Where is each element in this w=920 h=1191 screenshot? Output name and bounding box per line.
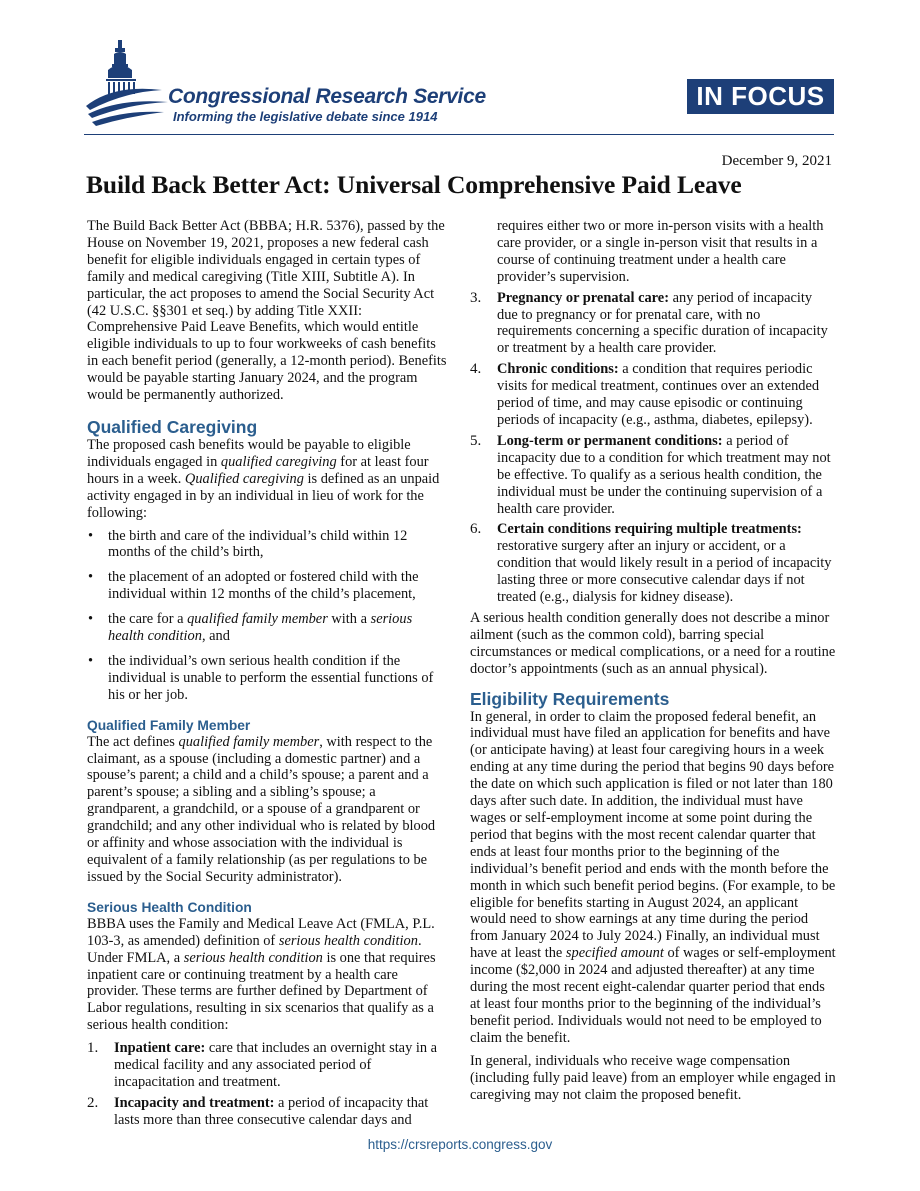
emphasis-term: qualified family member [178, 733, 320, 750]
text-run: , and [201, 628, 230, 645]
bullet-icon: • [88, 569, 94, 586]
item-text: care that includes an overnight stay in a medical facility and any associated period of incapacitation and treatment. [114, 1040, 438, 1090]
item2-continuation: requires either two or more in-person visits with a health care provider, or a single in-person visit that results in a course of continuing treatment under a health care provider’s supervision. [497, 218, 824, 285]
bullet-icon: • [88, 611, 94, 628]
text-run: The proposed cash benefits would be payable to eligible individuals engaged in [87, 436, 411, 470]
item-label: Incapacity and treatment: [114, 1094, 275, 1111]
serious-condition-paragraph [87, 916, 449, 1034]
list-item [87, 528, 449, 562]
text-run: the care for a [108, 611, 184, 628]
heading-qualified-caregiving: Qualified Caregiving [87, 416, 258, 437]
list-item-text: the individual’s own serious health condition if the individual is unable to perform the essential functions of his or her job. [108, 652, 434, 703]
intro-paragraph: The Build Back Better Act (BBBA; H.R. 5376), passed by the House on November 19, 2021, proposes a new federal cash benefit for eligible individuals engaged in certain types of family and medical caregiving (Title XIII, Subtitle A). In particular, the act proposes to amend the Social Security Act (42 U.S.C. §§301 et seq.) by adding Title XXII: Comprehensive Paid Leave Benefits, which would entitle eligible individuals to up to four workweeks of cash benefits in each benefit period (generally, a 12-month period). Benefits would be payable starting January 2024, and the program would be permanently authorized. [87, 218, 447, 404]
list-item [87, 569, 449, 603]
item-label: Long-term or permanent conditions: [497, 432, 723, 449]
emphasis-term: Qualified caregiving [184, 470, 304, 487]
caregiving-paragraph [87, 437, 449, 522]
list-number: 6. [470, 521, 482, 538]
item-text: a period of incapacity due to a condition for which treatment may not be effective. To qualify as a serious health condition, the individual must be under the continuing supervision of a health care provider. [497, 432, 831, 517]
text-run: BBBA uses the Family and Medical Leave Act (FMLA, P.L. 103-3, as amended) definition of [87, 915, 435, 949]
in-focus-badge: IN FOCUS [687, 79, 834, 114]
list-item [470, 433, 836, 518]
emphasis-term: specified amount [565, 945, 664, 962]
text-run: . Under FMLA, a [87, 932, 422, 966]
family-member-paragraph [87, 734, 449, 886]
wage-compensation-paragraph: In general, individuals who receive wage compensation (including fully paid leave) from an employer while engaged in caregiving may not claim the proposed benefit. [470, 1052, 836, 1103]
org-name: Congressional Research Service [168, 85, 486, 108]
item-text: restorative surgery after an injury or accident, or a condition that would likely result in a period of incapacity lasting three or more consecutive calendar days if not treated (e.g., dialysis for kidney disease). [497, 538, 832, 606]
item-text: a condition that requires periodic visits for medical treatment, continues over an extended period of time, and may cause episodic or continuing periods of incapacity (e.g., asthma, diabetes, epilepsy). [497, 361, 820, 428]
list-item-text: the birth and care of the individual’s child within 12 months of the child’s birth, [108, 527, 408, 561]
list-item [470, 521, 836, 606]
item-text: a period of incapacity that lasts more than three consecutive calendar days and [114, 1094, 429, 1128]
item-label: Certain conditions requiring multiple treatments: [497, 521, 802, 538]
list-number: 4. [470, 361, 482, 378]
document-title: Build Back Better Act: Universal Comprehensive Paid Leave [86, 170, 742, 199]
serious-condition-note: A serious health condition generally does not describe a minor ailment (such as the common cold), barring special circumstances or medical complications, or a need for a routine doctor’s appointments (such as an annual physical). [470, 609, 836, 677]
eligibility-paragraph [470, 709, 836, 1047]
heading-serious-health-condition: Serious Health Condition [87, 899, 252, 915]
scenario-list-continued [470, 290, 836, 606]
list-number: 2. [87, 1094, 99, 1111]
emphasis-term: qualified caregiving [220, 453, 337, 470]
caregiving-bullet-list [87, 528, 449, 704]
heading-eligibility-requirements: Eligibility Requirements [470, 688, 670, 709]
heading-qualified-family-member: Qualified Family Member [87, 717, 251, 733]
capitol-dome-logo [84, 40, 170, 130]
report-header [0, 0, 920, 140]
emphasis-term: qualified family member [187, 611, 328, 628]
item-label: Pregnancy or prenatal care: [497, 289, 669, 306]
header-divider [84, 134, 834, 135]
text-run: The act defines [87, 733, 175, 750]
text-run: In general, in order to claim the proposed federal benefit, an individual must have filed an application for benefits and have (or anticipate having) at least four caregiving hours in a week ending at any time during the period that begins 90 days before the date on which such application is filed or not later than 180 days after such date. In addition, the individual must have wages or self-employment income at some point during the period that begins with the most recent calendar quarter that ends at least four months prior to the beginning of the individual’s benefit period and ends with the month before the month in which such benefit period begins. (For example, to be eligible for benefits starting in August 2024, an applicant would need to show earnings at any time during the period from January 2024 to July 2024.) Finally, an individual must have at least the [470, 708, 836, 962]
list-item [87, 653, 449, 704]
emphasis-term: serious health condition [108, 611, 413, 645]
list-number: 5. [470, 432, 482, 449]
text-run: is one that requires inpatient care or continuing treatment by a health care provider. These terms are further defined by Department of Labor regulations, resulting in six scenarios that qualify as a serious health condition: [87, 949, 436, 1034]
right-column [470, 218, 836, 1109]
text-run: with a [331, 611, 367, 628]
list-number: 1. [87, 1040, 99, 1057]
bullet-icon: • [88, 652, 94, 669]
list-item [470, 361, 836, 429]
emphasis-term: serious health condition [278, 932, 418, 949]
list-item [87, 1095, 449, 1129]
text-run: , with respect to the claimant, as a spouse (including a domestic partner) and a spouse’s parent; a child and a child’s spouse; a parent and a parent’s spouse; a sibling and a sibling’s spouse; a grandparent, a grandchild, or a spouse of a grandparent or grandchild; and any other individual who is related by blood or affinity and whose association with the individual is equivalent of a family relationship (as per regulations to be issued by the Social Security administrator). [87, 733, 436, 885]
text-run: is defined as an unpaid activity engaged in by an individual in lieu of work for the following: [87, 470, 440, 521]
list-item [87, 1040, 449, 1091]
item-label: Chronic conditions: [497, 361, 619, 378]
report-date: December 9, 2021 [721, 153, 832, 169]
left-column [87, 218, 449, 1133]
org-tagline: Informing the legislative debate since 1914 [173, 109, 438, 124]
footer-url-link[interactable]: https://crsreports.congress.gov [367, 1137, 553, 1152]
emphasis-term: serious health condition [183, 949, 323, 966]
item-label: Inpatient care: [114, 1040, 206, 1057]
list-number: 3. [470, 289, 482, 306]
bullet-icon: • [88, 527, 94, 544]
list-item [470, 290, 836, 358]
list-item-text: the placement of an adopted or fostered child with the individual within 12 months of the child’s placement, [108, 569, 419, 603]
item-text: any period of incapacity due to pregnancy or for prenatal care, with no requirements concerning a specific duration of incapacity or treatment by a health care provider. [497, 289, 828, 357]
text-run: of wages or self-employment income ($2,000 in 2024 and adjusted thereafter) at any time during the most recent eight-calendar quarter period that ends at least four months prior to the beginning of the individual’s benefit period. Individuals would not need to be employed to claim the benefit. [470, 945, 836, 1046]
scenario-list [87, 1040, 449, 1129]
text-run: for at least four hours in a week. [87, 453, 429, 487]
list-item [87, 611, 449, 645]
